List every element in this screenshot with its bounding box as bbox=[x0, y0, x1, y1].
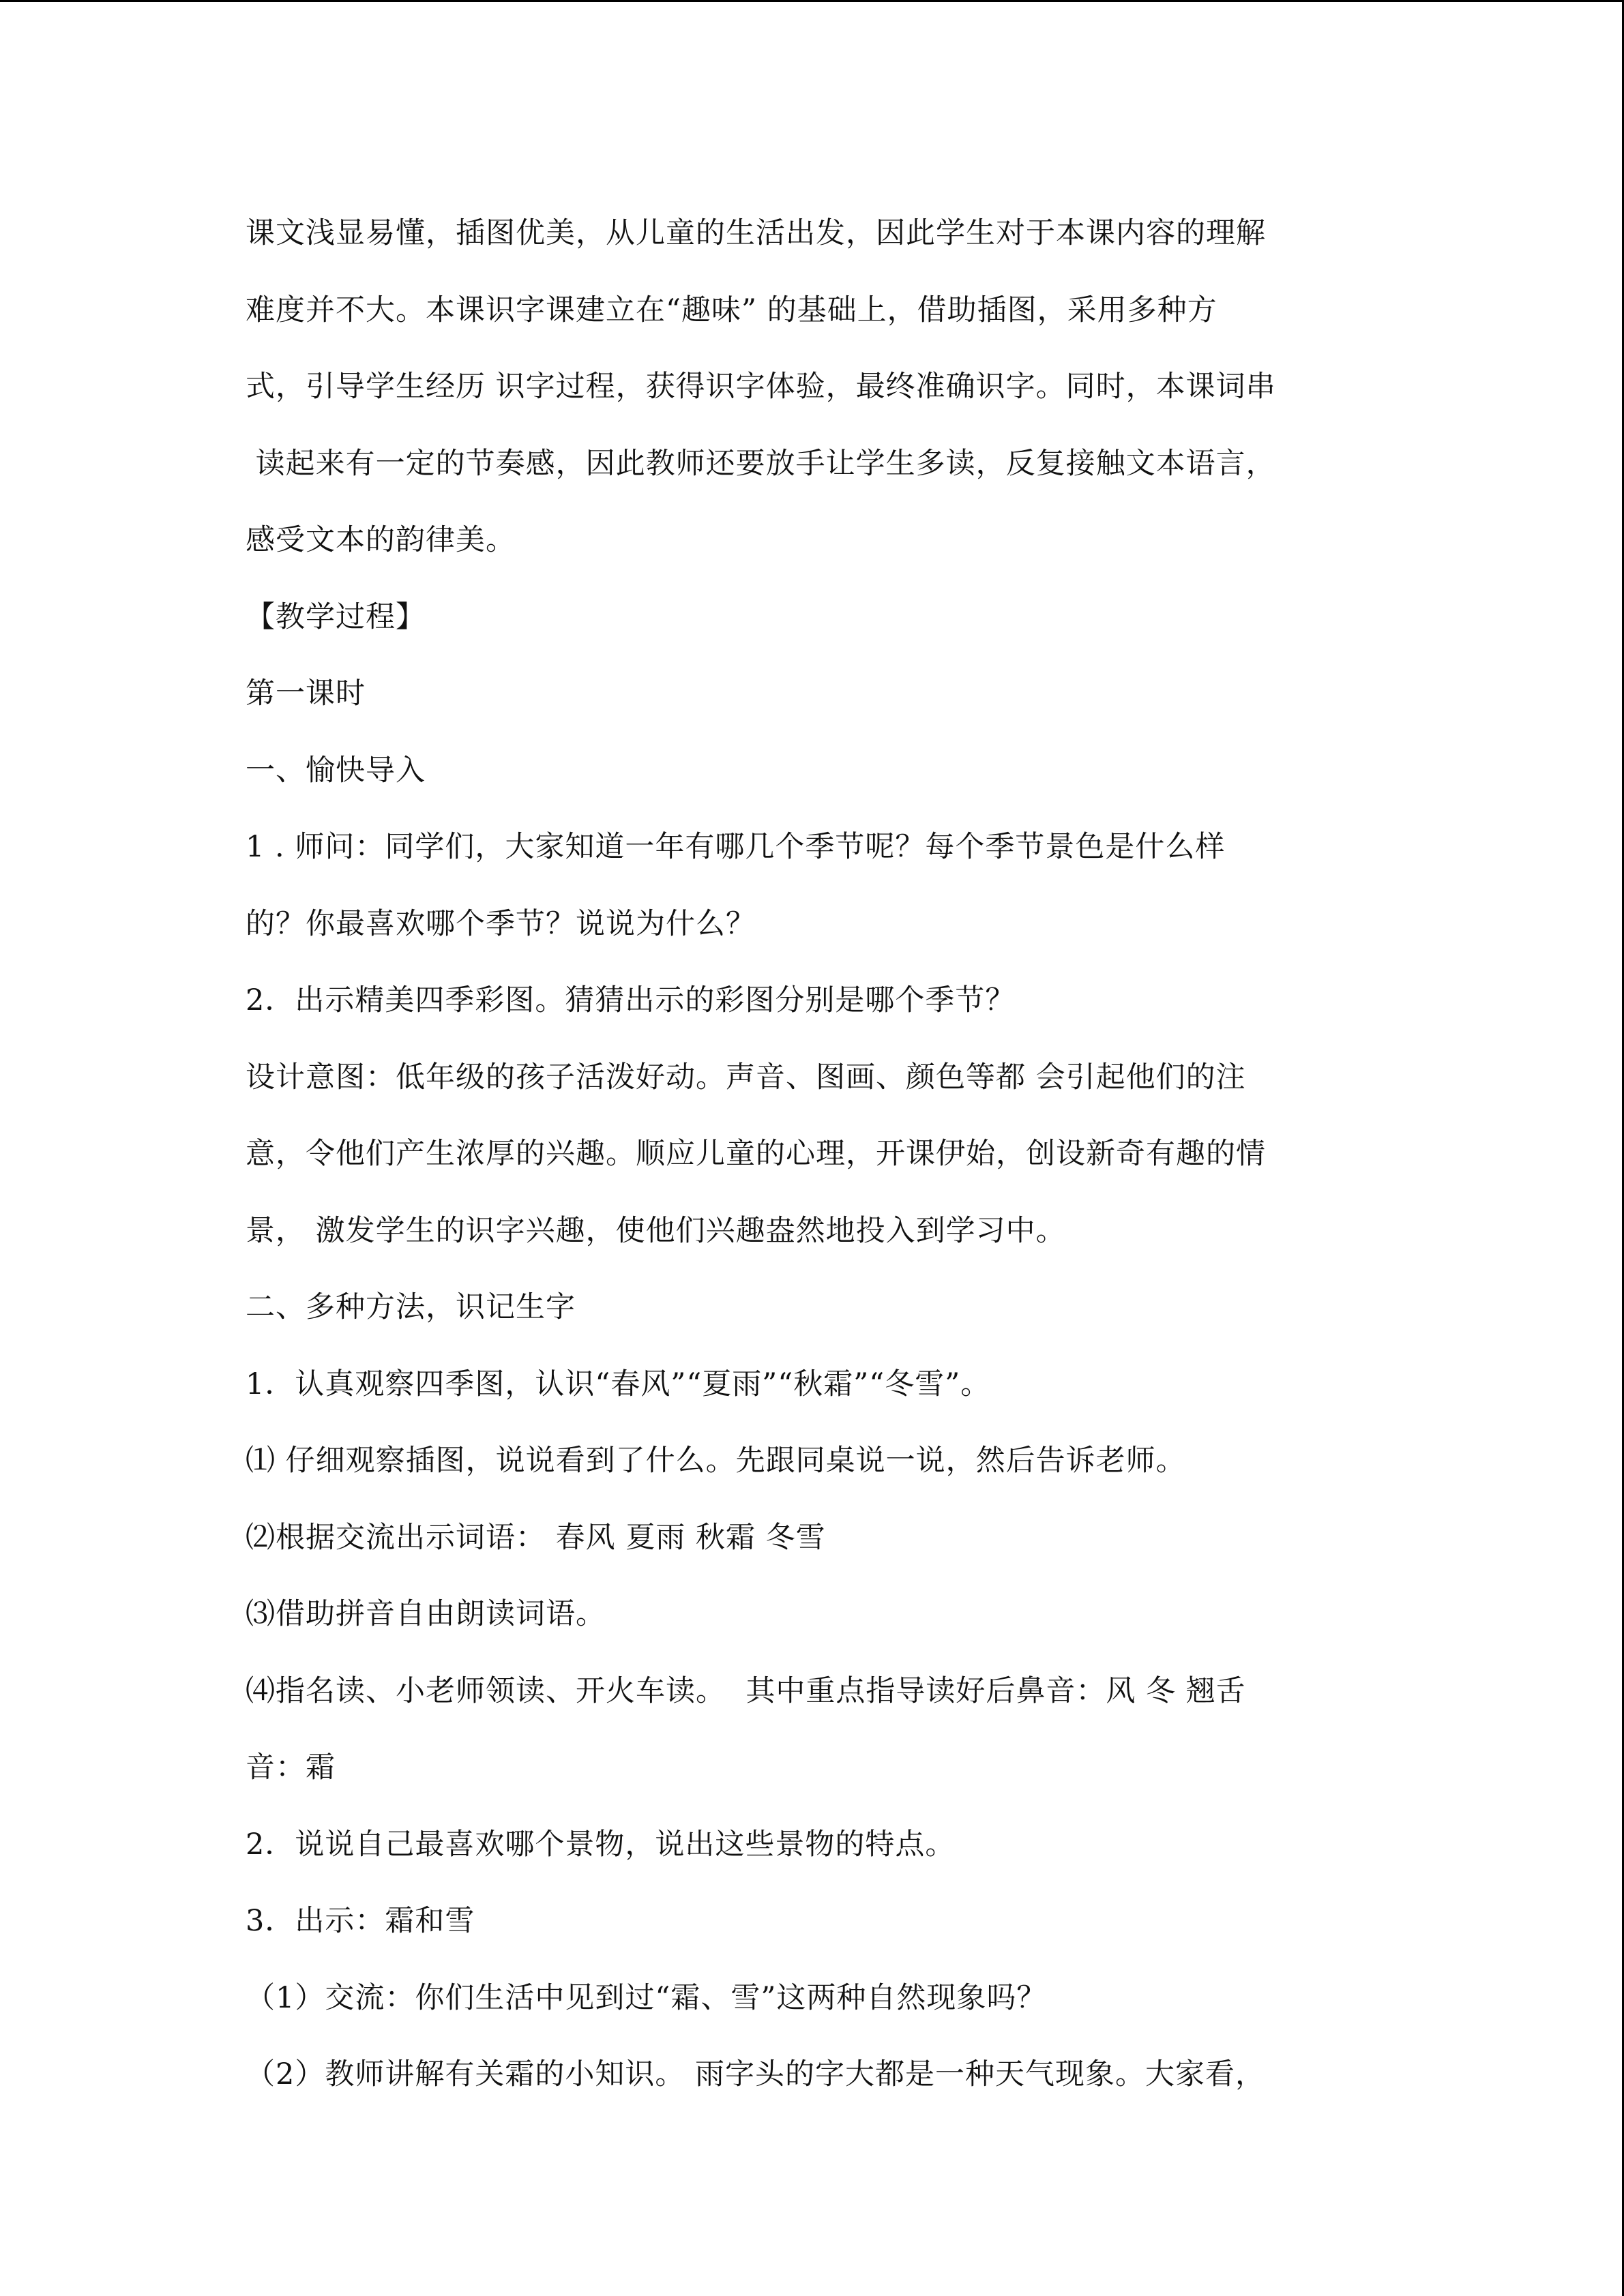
text-line: 1 . 师问：同学们，大家知道一年有哪几个季节呢？每个季节景色是什么样 bbox=[246, 830, 1226, 864]
text-line: 难度并不大。本课识字课建立在“趣味” 的基础上，借助插图，采用多种方 bbox=[246, 293, 1217, 327]
part-heading: 一、愉快导入 bbox=[246, 753, 426, 788]
text-line: 式，引导学生经历 识字过程，获得识字体验，最终准确识字。同时，本课词串 bbox=[246, 370, 1276, 404]
text-line: ⑴ 仔细观察插图，说说看到了什么。先跟同桌说一说，然后告诉老师。 bbox=[246, 1444, 1186, 1478]
text-line: 读起来有一定的节奏感，因此教师还要放手让学生多读，反复接触文本语言， bbox=[246, 446, 1276, 481]
text-line: ⑵根据交流出示词语： 春风 夏雨 秋霜 冬雪 bbox=[246, 1520, 826, 1555]
lesson-heading: 第一课时 bbox=[246, 676, 366, 711]
text-line: 2．说说自己最喜欢哪个景物，说出这些景物的特点。 bbox=[246, 1827, 956, 1862]
text-line: 设计意图：低年级的孩子活泼好动。声音、图画、颜色等都 会引起他们的注 bbox=[246, 1060, 1246, 1094]
text-line: 2．出示精美四季彩图。猜猜出示的彩图分别是哪个季节？ bbox=[246, 983, 1016, 1017]
text-line: 课文浅显易懂，插图优美，从儿童的生活出发，因此学生对于本课内容的理解 bbox=[246, 216, 1266, 250]
text-line: 意，令他们产生浓厚的兴趣。顺应儿童的心理，开课伊始，创设新奇有趣的情 bbox=[246, 1137, 1266, 1171]
text-line: （2）教师讲解有关霜的小知识。 雨字头的字大都是一种天气现象。大家看， bbox=[246, 2057, 1266, 2091]
document-body bbox=[246, 195, 1391, 2113]
part-heading: 二、多种方法，识记生字 bbox=[246, 1290, 576, 1324]
text-line: 的？你最喜欢哪个季节？说说为什么？ bbox=[246, 906, 756, 941]
text-line: 3．出示：霜和雪 bbox=[246, 1904, 475, 1938]
text-line: 景， 激发学生的识字兴趣，使他们兴趣盎然地投入到学习中。 bbox=[246, 1213, 1066, 1248]
text-line: ⑷指名读、小老师领读、开火车读。 其中重点指导读好后鼻音：风 冬 翘舌 bbox=[246, 1673, 1246, 1708]
section-heading: 【教学过程】 bbox=[246, 599, 426, 634]
text-line: 感受文本的韵律美。 bbox=[246, 523, 516, 557]
text-line: ⑶借助拼音自由朗读词语。 bbox=[246, 1597, 606, 1631]
text-line: （1）交流：你们生活中见到过“霜、雪”这两种自然现象吗？ bbox=[246, 1980, 1047, 2015]
text-line: 音：霜 bbox=[246, 1750, 336, 1785]
text-line: 1．认真观察四季图，认识“春风”“夏雨”“秋霜”“冬雪”。 bbox=[246, 1367, 991, 1401]
